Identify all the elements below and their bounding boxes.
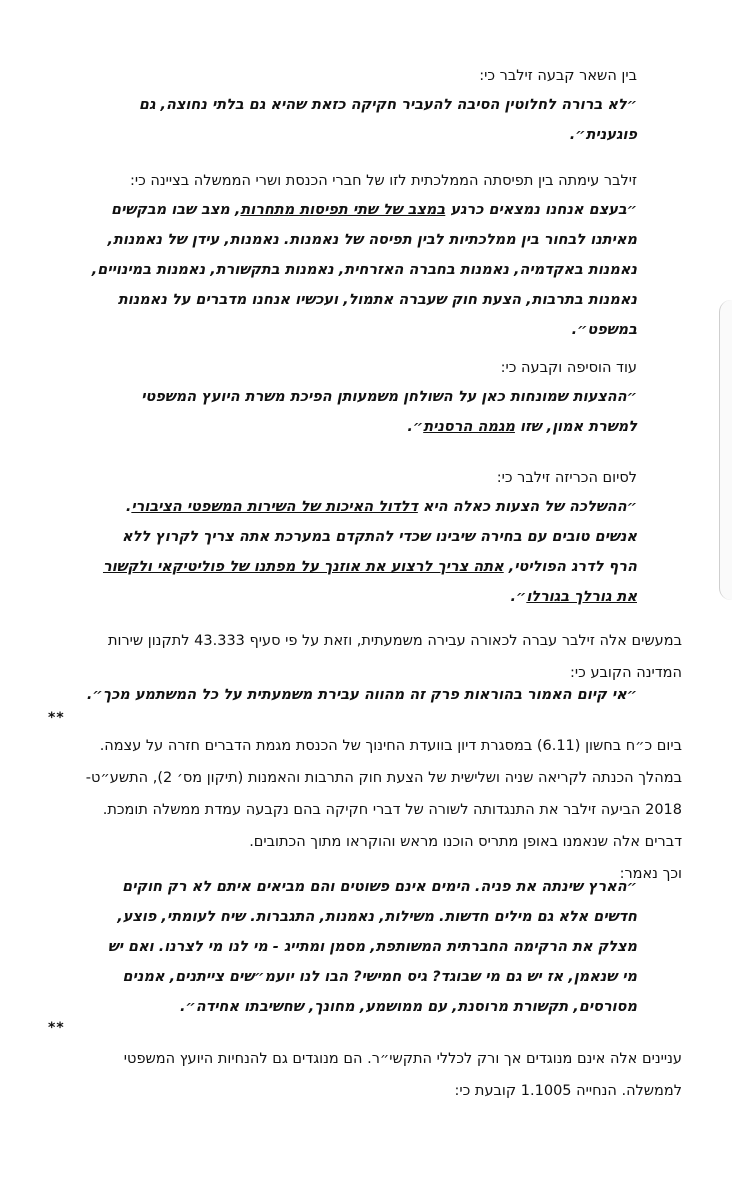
quote-4-underlined-1: דלדול האיכות של השירות המשפטי הציבורי <box>131 499 418 515</box>
quote-1-line-1: ״לא ברורה לחלוטין הסיבה להעביר חקיקה כזאת שהיא גם בלתי נחוצה, גם <box>138 97 637 113</box>
paragraph-6-line-3: 2018 הביעה זילבר את התנגדותה לשורה של דברי חקיקה בהם נקבעה עמדת ממשלה תומכת. <box>102 802 682 818</box>
quote-4-underlined-3: את גורלך בגורלו <box>526 589 637 605</box>
quote-5 <box>86 680 637 710</box>
separator-stars-2: ** <box>48 1020 65 1036</box>
quote-3-underlined: מגמה הרסנית <box>423 419 515 435</box>
quote-4-line-4: את גורלך בגורלו״. <box>510 589 637 605</box>
quote-5-line-1: ״אי קיום האמור בהוראות פרק זה מהווה עבירת משמעתית על כל המשתמע מכך״. <box>86 687 637 703</box>
quote-3-line-2: למשרת אמון, שזו מגמה הרסנית״. <box>407 419 637 435</box>
quote-4 <box>102 492 637 612</box>
separator-stars-1: ** <box>48 710 65 726</box>
quote-6-line-2: חדשים אלא גם מילים חדשות. משילות, נאמנות, התגברות. שיח לעומתי, פוצע, <box>117 909 637 925</box>
paragraph-6-line-4: דברים אלה שנאמנו באופן מתריס הוכנו מראש והוקראו מתוך הכתובים. <box>249 834 682 850</box>
quote-4-line-1: ״ההשלכה של הצעות כאלה היא דלדול האיכות של השירות המשפטי הציבורי. <box>125 499 637 515</box>
quote-2-line-2: מאיתנו לבחור בין ממלכתיות לבין תפיסה של נאמנות. נאמנות, עידן של נאמנות, <box>107 232 637 248</box>
quote-4-line-3: הרף לדרג הפוליטי, אתה צריך לרצוע את אוזנך על מפתנו של פוליטיקאי ולקשור <box>102 559 637 575</box>
quote-4-underlined-2: אתה צריך לרצוע את אוזנך על מפתנו של פוליטיקאי ולקשור <box>102 559 504 575</box>
paragraph-5-line-1: במעשים אלה זילבר עברה לכאורה עבירה משמעתית, וזאת על פי סעיף 43.333 לתקנון שירות <box>107 633 682 649</box>
paragraph-6 <box>86 730 682 890</box>
paragraph-7-line-1: עניינים אלה אינם מנוגדים אך ורק לכללי התקשי״ר. הם מנוגדים גם להנחיות היועץ המשפטי <box>123 1051 682 1067</box>
paragraph-6-line-5: וכך נאמר: <box>619 866 682 882</box>
quote-2-line-4: נאמנות בתרבות, הצעת חוק שעברה אתמול, ועכשיו אנחנו מדברים על נאמנות <box>117 292 637 308</box>
paragraph-6-line-1: ביום כ״ח בחשון (6.11) במסגרת דיון בוועדת החינוך של הכנסת מגמת הדברים חזרה על עצמה. <box>99 738 682 754</box>
paragraph-7 <box>124 1043 682 1107</box>
quote-2-line-1: ״בעצם אנחנו נמצאים כרגע במצב של שתי תפיסות מתחרות, מצב שבו מבקשים <box>110 202 637 218</box>
quote-6-line-1: ״הארץ שינתה את פניה. הימים אינם פשוטים והם מביאים איתם לא רק חוקים <box>122 879 637 895</box>
quote-6-line-4: מי שנאמן, אז יש גם מי שבוגד? גיס חמישי? הבו לנו יועמ״שים צייתנים, אמנים <box>122 969 637 985</box>
paragraph-intro-2: זילבר עימתה בין תפיסתה הממלכתית לזו של חברי הכנסת ושרי הממשלה בציינה כי: <box>130 173 637 189</box>
quote-3 <box>102 382 637 442</box>
paragraph-intro-4: לסיום הכריזה זילבר כי: <box>496 470 637 486</box>
quote-1 <box>102 90 637 150</box>
quote-2-line-3: נאמנות באקדמיה, נאמנות בחברה האזרחית, נאמנות בתקשורת, נאמנות במינויים, <box>91 262 637 278</box>
paragraph-6-line-2: במהלך הכנתה לקריאה שניה ושלישית של הצעת חוק התרבות והאמנות (תיקון מס׳ 2), התשע״ט- <box>85 770 682 786</box>
paragraph-7-line-2: לממשלה. הנחייה 1.1005 קובעת כי: <box>454 1083 682 1099</box>
paragraph-5-line-2: המדינה הקובע כי: <box>570 665 682 681</box>
paragraph-intro-3: עוד הוסיפה וקבעה כי: <box>500 360 637 376</box>
quote-6-line-3: מצלק את הרקימה החברתית המשותפת, מסמן ומתייג - מי לנו מי לצרנו. ואם יש <box>107 939 637 955</box>
page-edge-shadow <box>719 300 732 600</box>
quote-3-line-1: ״ההצעות שמונחות כאן על השולחן משמעותן הפיכת משרת היועץ המשפטי <box>141 389 637 405</box>
quote-2-underlined: במצב של שתי תפיסות מתחרות <box>240 202 446 218</box>
quote-2 <box>91 195 637 345</box>
quote-6-line-5: מסורסים, תקשורת מרוסנת, עם ממושמע, מחונך, שחשיבתו אחידה״. <box>179 999 637 1015</box>
paragraph-intro-1: בין השאר קבעה זילבר כי: <box>479 68 637 84</box>
quote-2-line-5: במשפט״. <box>571 322 637 338</box>
quote-4-line-2: אנשים טובים עם בחירה שיבינו שכדי להתקדם במערכת אתה צריך לקרוץ ללא <box>122 529 637 545</box>
quote-6 <box>102 872 637 1022</box>
quote-1-line-2: פוגענית״. <box>569 127 637 143</box>
